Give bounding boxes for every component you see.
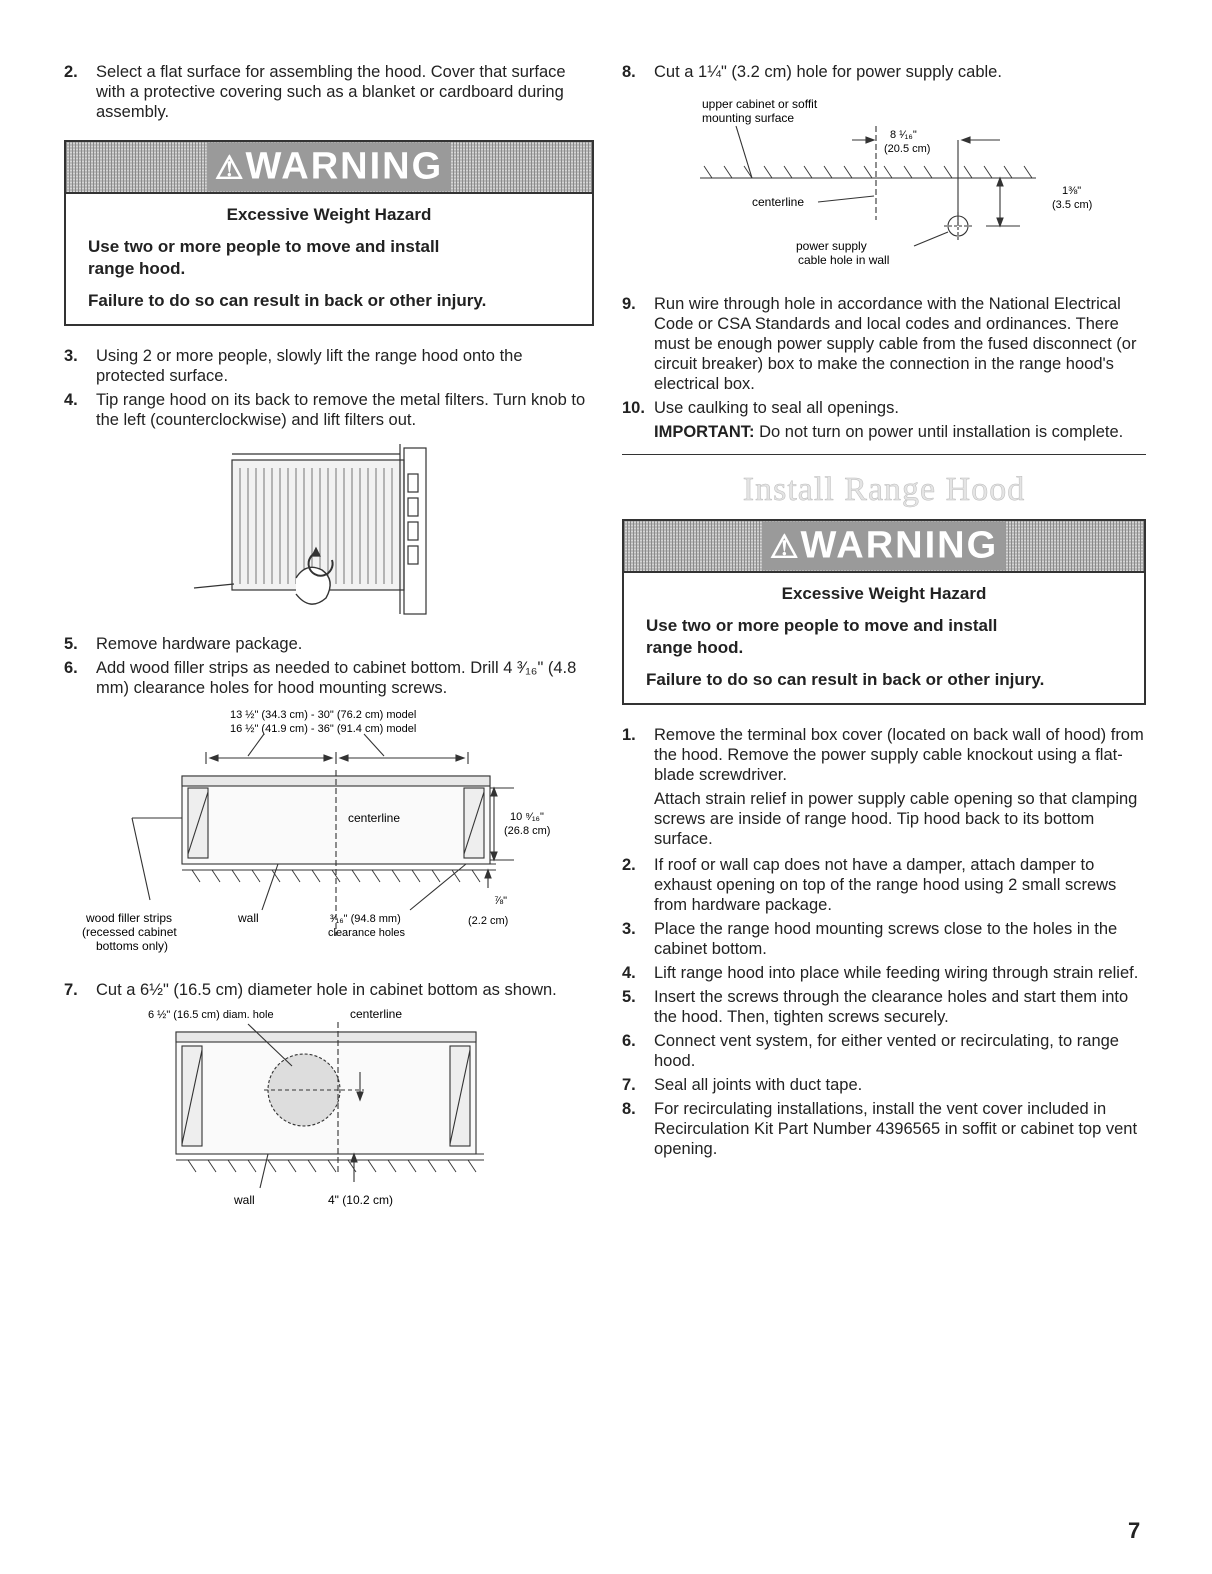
step-text: If roof or wall cap does not have a damper, attach damper to exhaust opening on top of the range hood using 2 small screws from hardware package. bbox=[654, 856, 1117, 914]
warning-label bbox=[762, 522, 1006, 571]
install-step-3 bbox=[622, 919, 1146, 959]
power-supply-hole-figure bbox=[622, 86, 1146, 290]
fig3-hole-label: 6 ½" (16.5 cm) diam. hole bbox=[148, 1009, 274, 1021]
step-number: 5. bbox=[64, 635, 78, 653]
warning-word: WARNING bbox=[800, 524, 999, 567]
step-5 bbox=[64, 634, 594, 654]
warning-word: WARNING bbox=[245, 145, 444, 188]
step-number: 4. bbox=[64, 391, 78, 409]
fig4-surface-b: mounting surface bbox=[702, 111, 795, 125]
step-number: 4. bbox=[622, 964, 636, 982]
fig4-supply-b: cable hole in wall bbox=[798, 253, 890, 267]
clearance-holes-figure bbox=[64, 704, 594, 974]
step-3 bbox=[64, 346, 594, 386]
warning-label bbox=[207, 143, 451, 192]
warning-box bbox=[64, 140, 594, 326]
left-column bbox=[64, 62, 594, 1214]
step-text: Cut a 1¼" (3.2 cm) hole for power supply cable. bbox=[654, 63, 1002, 81]
install-step-8 bbox=[622, 1099, 1146, 1159]
fig2-holes-b: clearance holes bbox=[328, 927, 406, 939]
step-number: 3. bbox=[64, 347, 78, 365]
step-text: Cut a 6½" (16.5 cm) diameter hole in cabinet bottom as shown. bbox=[96, 981, 557, 999]
fig2-depth-cm: (26.8 cm) bbox=[504, 825, 551, 837]
section-title: Install Range Hood bbox=[742, 471, 1026, 508]
install-step-6 bbox=[622, 1031, 1146, 1071]
step-text: Add wood filler strips as needed to cabinet bottom. Drill 4 ³⁄₁₆" (4.8 mm) clearance holes for hood mounting screws. bbox=[96, 659, 577, 697]
step-text: Run wire through hole in accordance with the National Electrical Code or CSA Standards and local codes and ordinances. There must be enough power supply cable from the fused disconnect (or circuit breaker) box to make the connection in the range hood's electrical box. bbox=[654, 295, 1137, 393]
step-text: Tip range hood on its back to remove the metal filters. Turn knob to the left (counterclockwise) and lift filters out. bbox=[96, 391, 586, 429]
warning-box-2 bbox=[622, 519, 1146, 705]
fig2-holes-a: ³⁄₁₆" (94.8 mm) bbox=[330, 913, 401, 925]
step-number: 9. bbox=[622, 295, 636, 313]
warning-line-2: Failure to do so can result in back or other injury. bbox=[88, 291, 487, 310]
fig2-side-b: (2.2 cm) bbox=[468, 915, 509, 927]
step-text: Insert the screws through the clearance holes and start them into the hood. Then, tighten screws securely. bbox=[654, 988, 1129, 1026]
fig4-side: 1⅜" bbox=[1062, 185, 1082, 197]
hazard-title: Excessive Weight Hazard bbox=[781, 584, 987, 603]
important-label: IMPORTANT: bbox=[654, 423, 755, 441]
fig2-depth: 10 ⁹⁄₁₆" bbox=[510, 811, 544, 823]
step-number: 1. bbox=[622, 726, 636, 744]
step-number: 8. bbox=[622, 63, 636, 81]
hazard-title: Excessive Weight Hazard bbox=[226, 205, 432, 224]
right-column bbox=[622, 62, 1146, 1163]
fig2-side-a: ⅞" bbox=[494, 895, 508, 907]
step-9 bbox=[622, 294, 1146, 394]
fig2-wood-a: wood filler strips bbox=[86, 911, 173, 925]
cut-hole-figure bbox=[64, 1004, 594, 1214]
warning-triangle-icon: ⚠ bbox=[769, 528, 801, 565]
fig2-wood-b: (recessed cabinet bbox=[82, 925, 177, 939]
step-6 bbox=[64, 658, 594, 698]
step-7 bbox=[64, 980, 594, 1000]
step-10 bbox=[622, 398, 1146, 418]
warning-line-1: Use two or more people to move and install range hood. bbox=[88, 237, 440, 278]
step-number: 2. bbox=[64, 63, 78, 81]
step-number: 6. bbox=[64, 659, 78, 677]
install-step-1-sub: Attach strain relief in power supply cable opening so that clamping screws are inside of range hood. Tip hood back to its bottom surface. bbox=[654, 790, 1138, 848]
install-step-7 bbox=[622, 1075, 1146, 1095]
warning-line-2: Failure to do so can result in back or other injury. bbox=[646, 670, 1045, 689]
step-number: 2. bbox=[622, 856, 636, 874]
fig4-side-cm: (3.5 cm) bbox=[1052, 199, 1093, 211]
page-number: 7 bbox=[1128, 1518, 1141, 1543]
step-text: Seal all joints with duct tape. bbox=[654, 1076, 863, 1094]
fig2-centerline: centerline bbox=[348, 811, 401, 825]
step-number: 6. bbox=[622, 1032, 636, 1050]
step-text: Select a flat surface for assembling the hood. Cover that surface with a protective covering such as a blanket or cardboard during assembly. bbox=[96, 63, 566, 121]
warning-banner bbox=[624, 521, 1144, 573]
install-step-5 bbox=[622, 987, 1146, 1027]
step-text: Using 2 or more people, slowly lift the range hood onto the protected surface. bbox=[96, 347, 523, 385]
install-step-1 bbox=[622, 725, 1146, 785]
step-text: Remove hardware package. bbox=[96, 635, 303, 653]
warning-body bbox=[66, 194, 592, 324]
step-8 bbox=[622, 62, 1146, 82]
warning-body bbox=[624, 573, 1144, 703]
fig4-dim-cm: (20.5 cm) bbox=[884, 143, 931, 155]
install-step-2 bbox=[622, 855, 1146, 915]
fig2-dim-a: 13 ½" (34.3 cm) - 30" (76.2 cm) model bbox=[230, 709, 417, 721]
fig3-wall: wall bbox=[234, 1193, 255, 1207]
important-text: Do not turn on power until installation is complete. bbox=[754, 423, 1124, 441]
step-number: 3. bbox=[622, 920, 636, 938]
important-note bbox=[654, 422, 1146, 442]
fig4-supply-a: power supply bbox=[796, 239, 867, 253]
step-number: 8. bbox=[622, 1100, 636, 1118]
step-text: Place the range hood mounting screws close to the holes in the cabinet bottom. bbox=[654, 920, 1118, 958]
step-2 bbox=[64, 62, 594, 122]
fig4-dim: 8 ¹⁄₁₆" bbox=[890, 129, 917, 141]
fig2-wall: wall bbox=[238, 911, 259, 925]
step-number: 7. bbox=[64, 981, 78, 999]
fig4-surface-a: upper cabinet or soffit bbox=[702, 97, 818, 111]
step-text: Lift range hood into place while feeding wiring through strain relief. bbox=[654, 964, 1139, 982]
step-text: Use caulking to seal all openings. bbox=[654, 399, 899, 417]
fig2-dim-b: 16 ½" (41.9 cm) - 36" (91.4 cm) model bbox=[230, 723, 417, 735]
step-4 bbox=[64, 390, 594, 430]
fig3-centerline: centerline bbox=[350, 1007, 403, 1021]
section-divider bbox=[622, 454, 1146, 455]
warning-line-1: Use two or more people to move and install range hood. bbox=[646, 616, 998, 657]
fig4-centerline: centerline bbox=[752, 195, 805, 209]
step-number: 7. bbox=[622, 1076, 636, 1094]
step-text: For recirculating installations, install the vent cover included in Recirculation Kit Part Number 4396565 in soffit or cabinet top vent opening. bbox=[654, 1100, 1138, 1158]
warning-banner bbox=[66, 142, 592, 194]
step-text: Remove the terminal box cover (located on back wall of hood) from the hood. Remove the power supply cable knockout using a flat-blade screwdriver. bbox=[654, 726, 1144, 784]
fig3-offset: 4" (10.2 cm) bbox=[328, 1193, 393, 1207]
warning-triangle-icon: ⚠ bbox=[214, 149, 246, 186]
step-number: 10. bbox=[622, 399, 645, 417]
install-step-4 bbox=[622, 963, 1146, 983]
fig2-wood-c: bottoms only) bbox=[96, 939, 169, 953]
filter-removal-figure bbox=[64, 444, 594, 624]
step-number: 5. bbox=[622, 988, 636, 1006]
step-text: Connect vent system, for either vented or recirculating, to range hood. bbox=[654, 1032, 1119, 1070]
